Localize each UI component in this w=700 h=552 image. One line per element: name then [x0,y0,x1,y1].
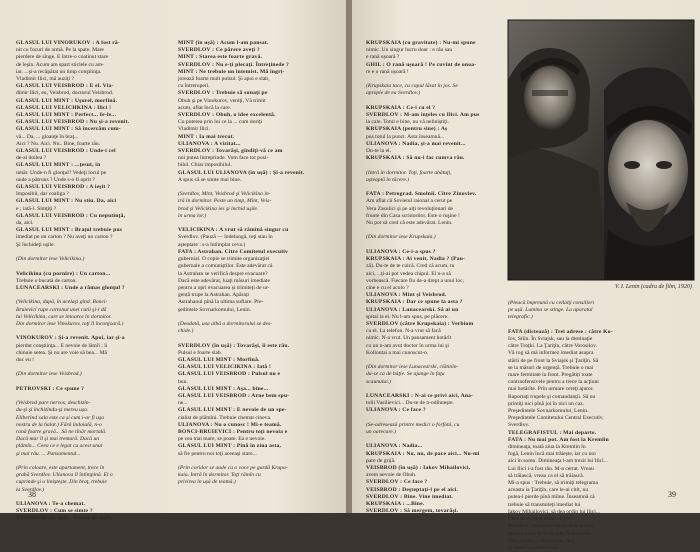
text-line: chinuie setea. Şi nu are voie să bea... Mă [16,349,108,356]
text-line: rană foarte gravă... Să ne tînăr mortală. [16,428,107,435]
text-line [366,436,506,443]
text-line: SVERDLOV (în uşă) : Tovarăşi, îi este rău. [178,342,290,349]
text-line: Eliberînd sala este ca și cum i-ar fi uşa [16,414,104,421]
text-line: (Din dormitor iese Krupskaia.) [366,234,436,241]
text-line: Raportaţi trupele şi comandanții. Să nu [508,393,596,400]
text-line: duc eu ! [16,356,35,363]
text-line: (Din dormitor iese Veisbrod.) [16,371,82,378]
text-line: re e o rană ușoară ! [366,68,409,75]
text-line: către Troţki. La Ţariţîn, către Vorosilov. [508,343,597,350]
text-line: aceasta la Ţariţîn, care le-ai citit, nu [508,487,589,494]
text-line: GLASUL LUI MINT : Pînă în ziua asta, [178,443,282,450]
text-line: KRUPSKAIA : ...Bine. [366,501,425,507]
text-line: GLASUL LUI VEISBROD : Arne bem spu- [178,392,290,399]
text-line: Vera Zasulici şi pe alţi revoluţionari de [366,205,453,212]
text-line: Vladimir Ilici, mă auziţi ? [16,76,74,83]
text-line: şedintele Sovnarkomului, Lenin. [178,306,252,313]
text-line: MINT : Ne trebuie un intemist. Mă îngri- [178,68,285,75]
text-line: Cître tu ce să-ţi spun... Bine [508,516,571,523]
text-line: Nu pot să cred că este adevărat. Lenin. [366,220,453,227]
text-line: pierdut conştiinţa... E nevoie de lămîi ; îi [16,342,108,349]
text-line: FATA : Nu mai pot. Am fost la Kremlin [508,436,609,443]
text-line: să trăiască, vreau ca el să trăiască. [508,472,585,479]
text-line: e ; iată-l. Simţiţi ? [16,205,57,212]
text-line: KRUPSKAIA : Ai venit, Nadia ? (Pau- [366,256,466,263]
text-line: GLASUL LUI MINT : Braţul trebuie pus [16,227,123,234]
text-line: şi mai rău. ... Pansamentul... [16,450,81,457]
text-line: e rană ușoară ? [366,54,400,61]
text-line: ULIANOVA : Nadia... [366,443,423,450]
text-line: KRUPSKAIA (cu gravitate) : Nu-mi spune [366,40,476,46]
text-line: GLASUL LUI VELICHKINA : Ilici ! [16,104,112,111]
text-line: tolii Vasilievici... Du-te de n-odihnește. [366,400,454,407]
text-line: da, aici. [16,220,34,227]
text-line: Preşedintele Sovnarkomului, Lenin. [508,408,589,415]
text-line: ză). Du-te de te culcă. Cred că acum, tu [366,263,455,270]
text-line: PETROVSKI : Ce spune ? [16,385,85,392]
text-line: SVERDLOV (către Krupskaia) : Verbiom [366,320,474,327]
text-line: VEISBROD (în uşă) : Starea de leşin. [16,515,113,522]
text-line: (Pleacă împreună cu ceilalţi consilieri [508,300,595,306]
text-line: frunte din Casa scriitorilor. Este o ruşine ! [366,212,460,219]
text-line: ULIANOVA : Ce-i-a spus ? [366,248,436,255]
text-line [366,415,506,422]
text-line: trebuie să transmiteți imediat lui [508,501,581,508]
text-line: Sverdlov. (Pauză — îndelungă, toţi stau în [178,234,273,241]
text-line [366,242,506,249]
text-line: GLASUL LUI VEISBROD : Nu şi-a revenit. [16,119,130,126]
text-line: cialist de plămîni. Trebuie chemat cineva. [178,414,272,421]
text-line: GHIL : O rană ușoară ! Pe cuvînt de onoa- [366,61,477,68]
text-line: SVERDLOV : Tovarăşi, gîndiţi-vă ce am [178,148,283,155]
text-line: VEISBROD (în uşă) : Iakov Mihailovici, [366,464,471,471]
text-line: cuprinde şi o liniştește. Din braţ, trebuie [16,479,107,486]
text-line: nostru de la halat.) Fără îndoială, n-o [16,421,102,428]
text-line: apropie de ea Sverdlov.) [366,90,421,97]
text-line: pe cea mai mare, se poate. Ea e nevoie. [178,436,266,443]
text-line: (Din dormitor iese Lunacearski, clătinîn- [366,364,459,371]
text-line: (Din dormitor iese Velicikina.) [16,256,85,263]
text-line: GLASUL LUI VEISBROD : Cu neputinţă, [16,212,126,219]
text-line: Vladimir Ilici. [178,126,211,133]
text-line: noi putea întreprinde. Vom face tot posi- [178,155,269,162]
text-line: cu un n-am avut doctor în urma lui şi [366,342,449,349]
text-line: GLASUL LUI VEISBROD : E el. Vla- [16,83,114,90]
text-line: FATA : Astrahan. Cître Comitetul executiv [178,248,289,255]
text-line: LUNACEARSKI : N-ai ce privi aici, Ana- [366,392,474,399]
text-line: ULIANOVA : Nadia, şi-a mai revenit... [366,140,466,147]
text-line: (Krupskaia tace, cu capul lăsat în jos. Se [366,83,458,90]
text-line: grabă Sverdlov. Ulianova îl întîmpină. El o [16,472,113,479]
text-line: Din dormitor iese Vinokurov, toţi îl înconjoară.) [16,320,124,327]
text-line: privirea în ușă de teamă.) [178,479,236,486]
text-line: Am aflat că Sovietul raional a cerut pe [366,198,453,205]
text-line: jorează foarte mult pulsul. Şi apoi e slab, [178,76,270,83]
text-line: GLASUL LUI MINT : Aşa... bine... [178,385,269,392]
text-line: SVERDLOV : M-am înţeles cu Ilici. Am pus [366,112,480,119]
text-line: SVERDLOV : Să mergem, tovarăşi. [366,508,459,515]
text-line: cu el. La telefon. N-a vrut să facă [366,328,441,335]
text-line: ULIANOVA : Lunacearski. Să ai un [366,306,459,313]
text-line: ULIANOVA : A vizitat... [178,140,241,147]
text-line: A spus că se simte mai bine. [178,176,242,183]
text-line [366,162,506,169]
left-page [0,0,346,522]
text-line: FATA (dictează) : Trei adrese : către Ko- [508,328,613,335]
text-line: scaunului.) [366,378,392,385]
text-line: Cu puterea prin lui ce la ... cum doriţi [178,119,263,126]
text-line: Iakov Mihailovici, să dea ordin lui Ilici... [508,508,600,515]
text-line: Pulsul e foarte slab. [178,349,223,356]
text-line: Kollontai a mai cunoscut-o. [366,349,429,356]
text-line: contraofensivele pentru a trece la acţiuni [508,379,599,386]
text-line: pe ușă. Lumina se stinge. La aparatul [508,307,593,314]
text-line: GLASUL LUI MINT : Uşurel, morfină. [16,97,118,104]
text-line: așteaptă în tăcere.) [366,176,410,183]
text-line: KRUPSKAIA : Nu, nu, de pace aici... Nu-mi [366,450,480,457]
left-page-number: 38 [28,490,36,499]
left-page-column-1 [16,40,168,523]
text-line: Trebuie o bucată de carton. [16,277,77,284]
text-line: (Prin coridor se aude ca o voce pe gardă Krupa- [178,464,288,471]
text-line: cu întreruperi. [178,83,210,90]
text-line: (Sverdlov, Mint, Veisbrod şi Velicikina in- [178,191,271,198]
left-page-column-2 [178,40,330,487]
text-line: ULIANOVA : Mint şi Veisbrod. [366,292,447,299]
text-line: în urma lor.) [178,212,207,219]
text-line: nimic. Un singur lucru doar : e rău sau [366,47,453,54]
text-line: fugă, Lenin încă mai trăiește, iar cu noi [508,451,596,458]
text-line: Şi închideţi uşile. [16,241,55,248]
text-line: pentru a opri evacuarea și trimiteți de ur- [178,284,270,291]
text-line: unde a pătruns ? Unde s-o fi oprit ? [16,176,95,183]
text-line: Bruievici rupe cartonul unei cutii şi-l dă [16,306,107,313]
text-line: (Intră în dormitor. Toţi, foarte abătuţi, [366,169,452,176]
text-line: primiţi nici pînă joi în nici un caz. [508,400,585,407]
text-line: Vă rog să mă informez imediat asupra [508,350,594,357]
text-line: GLASUL LUI MINT : Perfect... Ie-le... [16,112,117,119]
text-line: iar. ...şi-a recăpătat un timp conştiinţa. [16,68,102,75]
text-line: bilul. Chiar imposibilul. [178,162,232,169]
text-line: ULIANOVA : Te-a chemat. [16,501,86,507]
text-line: Lui Ilici i-a fost rău. M-a certat. Vreau [508,465,594,472]
text-line: telegrafic.) [508,314,533,321]
text-line: BONCI-BRUIEVICI : Pentru toţi nevoia e [178,428,288,435]
text-line [16,494,168,501]
text-line: Dacă este adevărat, luaţi măsuri imediate [178,277,270,284]
text-line: GLASUL LUI VEISBROD : A ieşit ? [16,184,111,191]
text-line: (Deodată, usa albă a dormitorului se des- [178,320,273,327]
text-line: GLASUL LUI VEISBROD : Unde-i cel [16,148,116,155]
text-line: kaia. Intră în dormitor. Toţi rămîn cu [178,472,261,479]
text-line: SVERDLOV : Nu e-ţi plecaţi. Întreţinede ? [178,61,290,68]
text-line: (Prin coloare, este apartament, trece în [16,464,105,471]
text-line: de leşin. Acum am spart sticlele cu am- [16,61,104,68]
text-line: dimir Ilici, eu, Veisbrod, doctorul Veisbrod. [16,90,114,97]
text-line: VINOKUROV : Şi-a revenit. Apoi, iar şi-a [16,335,125,342]
text-line: VEISBROD : Deşteptați-l pe el aici. [366,486,459,493]
text-line [16,263,168,270]
text-line: pare de grijă. [366,457,396,464]
text-line: FATA : Petrograd. Smolnîi. Cître Zinoviev. [366,191,477,198]
text-line: gubernial. O copie se trimite organizaţiei [178,256,270,263]
text-line: stării de pe front la Sviajsk şi Ţariţîn. Să [508,357,599,364]
text-line: GLASUL LUI MINT : Morfină. [178,356,260,363]
text-line: GLASUL LUI MINT : E nevoie de un spe- [178,407,287,414]
text-line: vorbească. Fiecare fiu de-a drept a unui loc, [366,277,464,284]
text-line [366,184,506,191]
text-line: să fie pentru noi toţi aceeaşi stare... [178,450,257,457]
text-line: se ia măsuri de urgență. Trebuie o mai [508,364,594,371]
text-line: MINT : Ia mai trecut. [178,133,235,140]
lenin-film-still-image [508,20,694,280]
text-line: (Se-adresează printre medici o forfotă, cu [366,421,460,428]
text-line: GLASUL LUI MINT : ...ţesut, în [16,162,101,169]
text-line: GLASUL LUI ULIANOVA (în uşă) : Şi-a revenit. [178,169,305,176]
text-line: umăr. Unde-n fi glonţul? Vedeţi locul pe [16,169,107,176]
text-line: KRUPSKAIA : Ce-i cu el ? [366,104,436,111]
text-line: SVERDLOV : Ce părere aveţi ? [178,47,260,54]
text-line: Aici ? Nu. Aici. Nu.. Bine, foarte rău. [16,140,101,147]
text-line: (Veisbrod pare nervos, deschizîn- [16,400,91,407]
right-page-number: 39 [668,490,676,499]
text-line: SVERDLOV : Ce face ? [366,479,428,486]
text-line: Mi-a spus : Trebuie, să trimiţi telegrama [508,480,598,487]
text-line: avem nevoie de Obuh. [366,472,417,479]
text-line: SVERDLOV : Cum se simte ? [16,508,93,515]
text-line: Du-te la el. [366,148,392,155]
text-line: dimineaţa, toată ziua la Kremlin în [508,444,586,451]
text-line: nit cu focuri de armă. Pe la spate. Mare [16,47,104,54]
text-line: GLASUL LUI MINT : Nu stiu. Da, aici [16,198,117,205]
text-line [178,335,330,342]
text-line: pierdere de sînge. E între-o coatinut stare [16,54,109,61]
text-line: MINT : Starea este foarte gravă. [178,54,263,61]
text-line: brod şi Velicikina ies şi închid uşile. [178,205,259,212]
text-line: VELICIKINA : A vrut să rămînă singur cu [178,227,289,234]
text-line: Obuh şi pe Vinokurov, veniţi, Vă trimit [178,97,266,104]
text-line: aici în somn. Dimineaţa l-am trezit lui Ilici... [508,458,608,465]
text-line [16,458,168,465]
text-line: Velicikina (cu pornire) : Un carton... [16,270,111,277]
text-line: SVERDLOV : Trebuie să sunaţi pe [178,90,268,97]
text-line: chide.) [178,328,194,335]
text-line: la Astrahan se verifică despre evacuare? [178,270,268,277]
text-line: tră în dormitor. Peste un timp, Mint, Veis- [178,198,272,205]
text-line: pînă la 5 sau în la noapte, la Kremlin. [508,530,592,537]
text-line: spital la el. Nu l-am spus, pe plăcere. [366,313,449,320]
text-line [366,98,506,105]
text-line: SVERDLOV : Obuh, o idee excelentă. [178,112,276,119]
text-line: gubernale a comuniştilor. Este adevărat că [178,263,273,270]
text-line: ULIANOVA : Ce face ? [366,407,426,414]
text-line: SVERDLOV : Bine. Vine imediat. [366,493,454,500]
text-line [178,314,330,321]
text-line: du-se ca de băţie. Se ajunge în faţa [366,371,445,378]
text-line [178,458,330,465]
text-line: ULIANOVA : Nu o cunosc ! Mi-e teamă. [178,421,282,428]
text-line: bun. [178,378,188,385]
text-line: imediat pe un carton ? Nu aveţi un carton ? [16,234,113,241]
text-line: (Velicikina, după, în acelaşi gînd. Bonci- [16,299,108,306]
text-line: cine e cu el acolo ? [366,284,409,291]
text-line: plămîn... Ceea ce e legat cu acest unul [16,443,103,450]
text-line: mai hotărîte. Prin urmare cereţi ajutor. [508,386,594,393]
text-line [16,249,168,256]
text-line [366,386,506,393]
text-line: Dacă mar îl şi mai tremură. Dacă un [16,436,100,443]
text-line: la ceasul plutonierului. [508,544,560,551]
text-line: mare fermitate la front. Pregătiți toate [508,372,593,379]
text-line [16,328,168,335]
text-line: KRUPSKAIA : Să nu-i fac cumva rău. [366,155,465,162]
text-line [16,379,168,386]
text-line: nimic. N-a vrut. Un pansament hotărît [366,335,452,342]
film-still-photo [508,20,694,280]
text-line: acum, aflat încă la care. [178,104,232,111]
text-line: Iov, Stîin. În Sviajsk, sau la destinaţie [508,336,593,343]
text-line: Sverdlov. [508,422,530,429]
text-line: GLASUL LUI VINORUKOV : A fost ră- [16,40,120,46]
photo-caption: V. I. Lenin (cadru de film, 1920) [614,284,692,290]
text-line: pus totul la punct. Asta înseamnă... [366,133,445,140]
text-line: LUNACEARSKI : Unde a rămas glonţul ? [16,284,125,291]
text-line: GLASUL LUI VELICIKINA : Iată ! [178,364,272,371]
text-line: GLASUL LUI MINT : Să încercăm cum- [16,126,121,133]
text-line: gență trupe la Astrahan. Apărați [178,292,249,299]
text-line: ne... [178,400,188,407]
text-line: Mai departe,... Ekaterina, nici [508,537,575,544]
text-line: aici, ...ţi-ai pot vedea chipul. El n-a să [366,270,451,277]
text-line: un oarecare.) [366,428,397,435]
text-line: vă... Da, ... gloanţe în braţ... [16,133,79,140]
right-page-column-2 [508,300,690,552]
text-line: Preşedintele Comitetului Central Executiv, [508,415,604,422]
text-line [178,220,330,227]
text-line: MINT (în uşă) : Acum l-am pansat. [178,40,269,46]
text-line: de-al doilea ? [16,155,47,162]
text-line: la Sverdlov.) [16,486,44,493]
text-line: GLASUL LUI VEISBROD : Pulsul nu e [178,371,281,378]
text-line: du-şi şi închizîndu-şi mereu ușa. [16,407,89,414]
text-line: Sverdlov : transmite tot ce le-ai primit [508,523,594,530]
text-line: lui Velicikina, care se întoarce în dormitor. [16,313,112,320]
text-line: TELEGRAFISTUL : Mai departe. [508,429,597,436]
text-line: Imposibil, dar coaliga ? [16,191,69,198]
text-line: KRUPSKAIA : Dar ce spune la asta ? [366,299,463,306]
text-line [508,322,690,329]
right-page-column-1 [366,40,506,515]
text-line: la cale. Totul e bine, nu vă neliniştiţi. [366,119,449,126]
text-line: aşteptare : s-a întîmplat ceva.) [178,241,246,248]
text-line: putea-l pierde pînă mîine. Înseamnă că [508,494,595,501]
text-line: Astrahanul pînă la ultima suflare. Pre- [178,299,264,306]
text-line: KRUPSKAIA (pentru sine) : Aș [366,126,448,133]
